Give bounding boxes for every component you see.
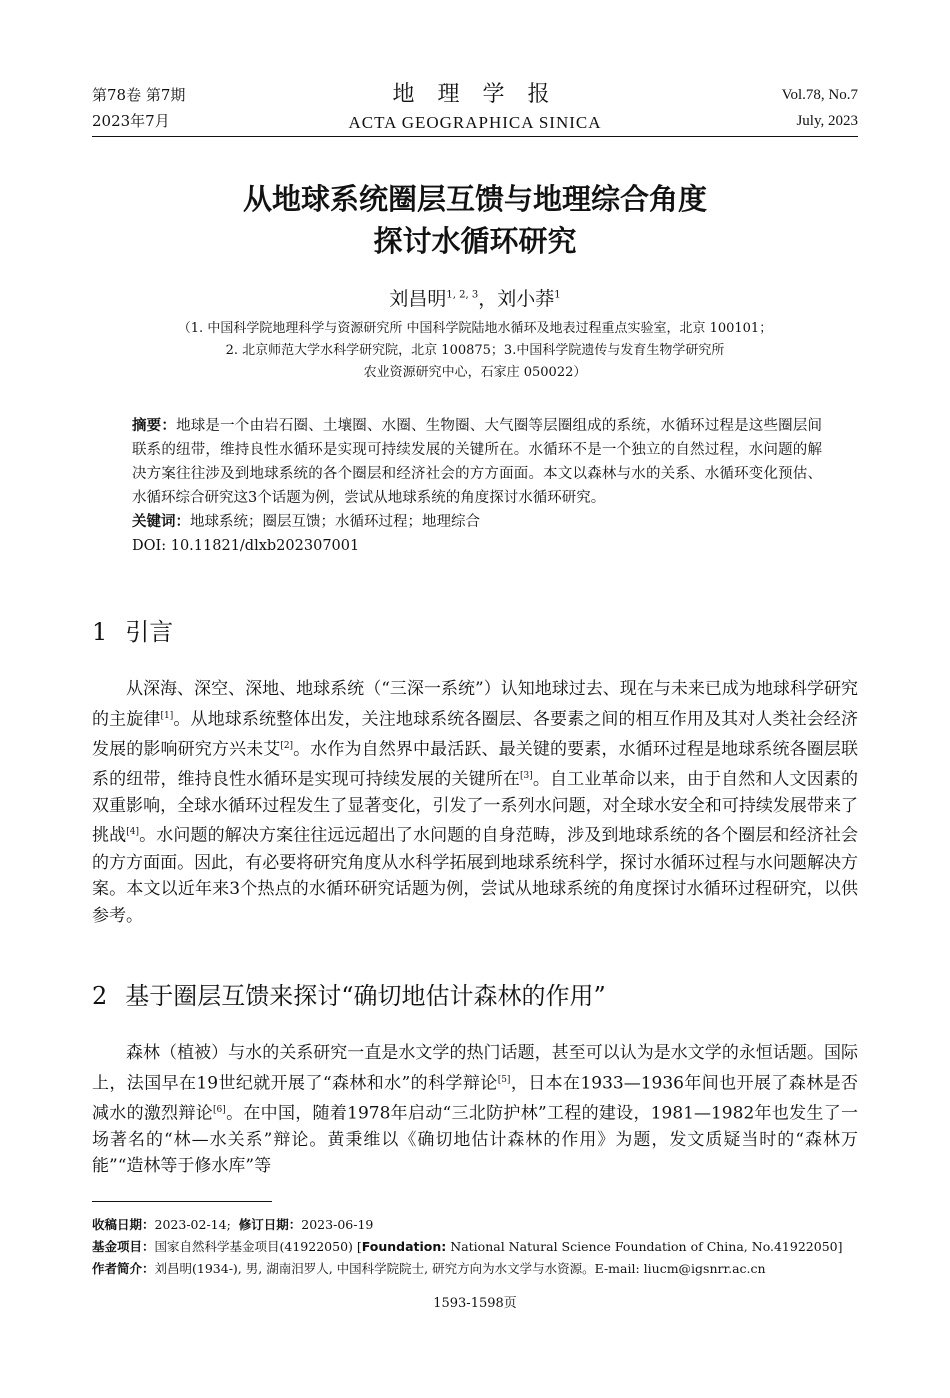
text-run: 从深海、深空、深地、地球系统（“三深一系统”）认知地球过去、现在与未来已成为地球科学研究的主旋律 [92, 679, 858, 730]
author-name: 刘昌明 [389, 288, 447, 310]
keywords-text: 地球系统；圈层互馈；水循环过程；地理综合 [190, 514, 480, 530]
citation[interactable]: [4] [126, 827, 139, 838]
section-heading [92, 616, 173, 648]
abstract-block [132, 414, 822, 558]
author-name: 刘小莽 [497, 288, 555, 310]
footnote-dates [92, 1214, 858, 1236]
affiliation-line: （1. 中国科学院地理科学与资源研究所 中国科学院陆地水循环及地表过程重点实验室，北京 100101； [177, 321, 773, 336]
received-date: 2023-02-14; [154, 1217, 231, 1232]
affiliations [120, 318, 830, 384]
author-bio: 刘昌明(1934-), 男, 湖南汨罗人, 中国科学院院士, 研究方向为水文学与水资源。E-mail: liucm@igsnrr.ac.cn [154, 1261, 766, 1276]
issue-cn: 第78卷 第7期 [92, 86, 186, 104]
title-line-2: 探讨水循环研究 [373, 224, 577, 258]
journal-name-en: ACTA GEOGRAPHICA SINICA [348, 113, 602, 132]
text-run: ，日本在1933—1936年间也开展了森林是否减水的激烈辩论 [92, 1073, 859, 1124]
fund-en-label: Foundation: [361, 1239, 447, 1254]
date-cn: 2023年7月 [92, 112, 170, 130]
keywords [132, 510, 822, 534]
text-run: 森林（植被）与水的关系研究一直是水文学的热门话题，甚至可以认为是水文学的永恒话题。国际上，法国早在19世纪就开展了“森林和水”的科学辩论 [92, 1043, 858, 1094]
header-rule [92, 136, 858, 137]
citation[interactable]: [3] [519, 770, 533, 781]
section-title: 基于圈层互馈来探讨“确切地估计森林的作用” [125, 982, 606, 1010]
text-run: 。水问题的解决方案往往远远超出了水问题的自身范畴，涉及到地球系统的各个圈层和经济社会的方方面面。因此，有必要将研究角度从水科学拓展到地球系统科学，探讨水循环过程与水问题解决方案。本文以近年来3个热点的水循环研究话题为例，尝试从地球系统的角度探讨水循环过程研究，以供参考。 [92, 826, 859, 926]
footnote-rule [92, 1201, 272, 1202]
received-label: 收稿日期： [92, 1217, 155, 1232]
author-affil-marker: 1, 2, 3 [446, 289, 479, 301]
section-number: 2 [92, 982, 108, 1010]
section-heading [92, 980, 606, 1012]
header-right [782, 82, 858, 134]
article-title [0, 178, 950, 262]
citation[interactable]: [5] [497, 1074, 511, 1085]
abstract-label: 摘要： [132, 418, 177, 434]
issue-en: Vol.78, No.7 [781, 87, 858, 103]
citation[interactable]: [2] [280, 740, 294, 751]
text-run: 。水作为自然界中最活跃、最关键的要素，水循环过程是地球系统各圈层联系的纽带，维持良性水循环是实现可持续发展的关键所在 [92, 739, 858, 790]
author-list [0, 284, 950, 311]
text-run: 。自工业革命以来，由于自然和人文因素的双重影响，全球水循环过程发生了显著变化，引发了一系列水问题，对全球水安全和可持续发展带来了挑战 [92, 769, 859, 847]
date-en: July, 2023 [796, 113, 858, 129]
page-range: 1593-1598页 [433, 1296, 517, 1311]
footnote-author [92, 1258, 858, 1280]
abstract-text: 地球是一个由岩石圈、土壤圈、水圈、生物圈、大气圈等层圈组成的系统，水循环过程是这些圈层间联系的纽带，维持良性水循环是实现可持续发展的关键所在。水循环不是一个独立的自然过程，水问题的解决方案往往涉及到地球系统的各个圈层和经济社会的方方面面。本文以森林与水的关系、水循环变化预估、水循环综合研究这3个话题为例，尝试从地球系统的角度探讨水循环研究。 [132, 418, 823, 506]
fund-cn: 国家自然科学基金项目(41922050) [ [154, 1239, 362, 1254]
abstract [132, 414, 822, 510]
author-affil-marker: 1 [554, 289, 561, 301]
journal-name-cn: 地 理 学 报 [392, 82, 558, 107]
fund-label: 基金项目： [92, 1239, 155, 1254]
keywords-label: 关键词： [132, 514, 190, 530]
text-run: 。在中国，随着1978年启动“三北防护林”工程的建设，1981—1982年也发生了一场著名的“林—水关系”辩论。黄秉维以《确切地估计森林的作用》为题，发文质疑当时的“森林万能”“造林等于修水库”等 [92, 1103, 859, 1177]
text-run: 。从地球系统整体出发，关注地球系统各圈层、各要素之间的相互作用及其对人类社会经济发展的影响研究方兴未艾 [92, 709, 859, 760]
author-separator: ， [478, 288, 498, 310]
affiliation-line: 2. 北京师范大学水科学研究院，北京 100875；3.中国科学院遗传与发育生物学研究所 [225, 343, 725, 358]
citation[interactable]: [6] [213, 1104, 226, 1115]
paragraph [92, 676, 858, 929]
citation[interactable]: [1] [160, 710, 174, 721]
title-line-1: 从地球系统圈层互馈与地理综合角度 [242, 182, 707, 216]
section-number: 1 [92, 618, 108, 646]
revised-label: 修订日期： [238, 1217, 302, 1232]
paragraph [92, 1040, 858, 1180]
section-title: 引言 [125, 618, 174, 646]
affiliation-line: 农业资源研究中心，石家庄 050022） [363, 365, 587, 380]
revised-date: 2023-06-19 [301, 1217, 374, 1232]
author-bio-label: 作者简介： [92, 1261, 155, 1276]
doi: DOI: 10.11821/dlxb202307001 [132, 538, 360, 554]
footnote-funding [92, 1236, 858, 1258]
fund-en: National Natural Science Foundation of China, No.41922050] [446, 1239, 843, 1254]
